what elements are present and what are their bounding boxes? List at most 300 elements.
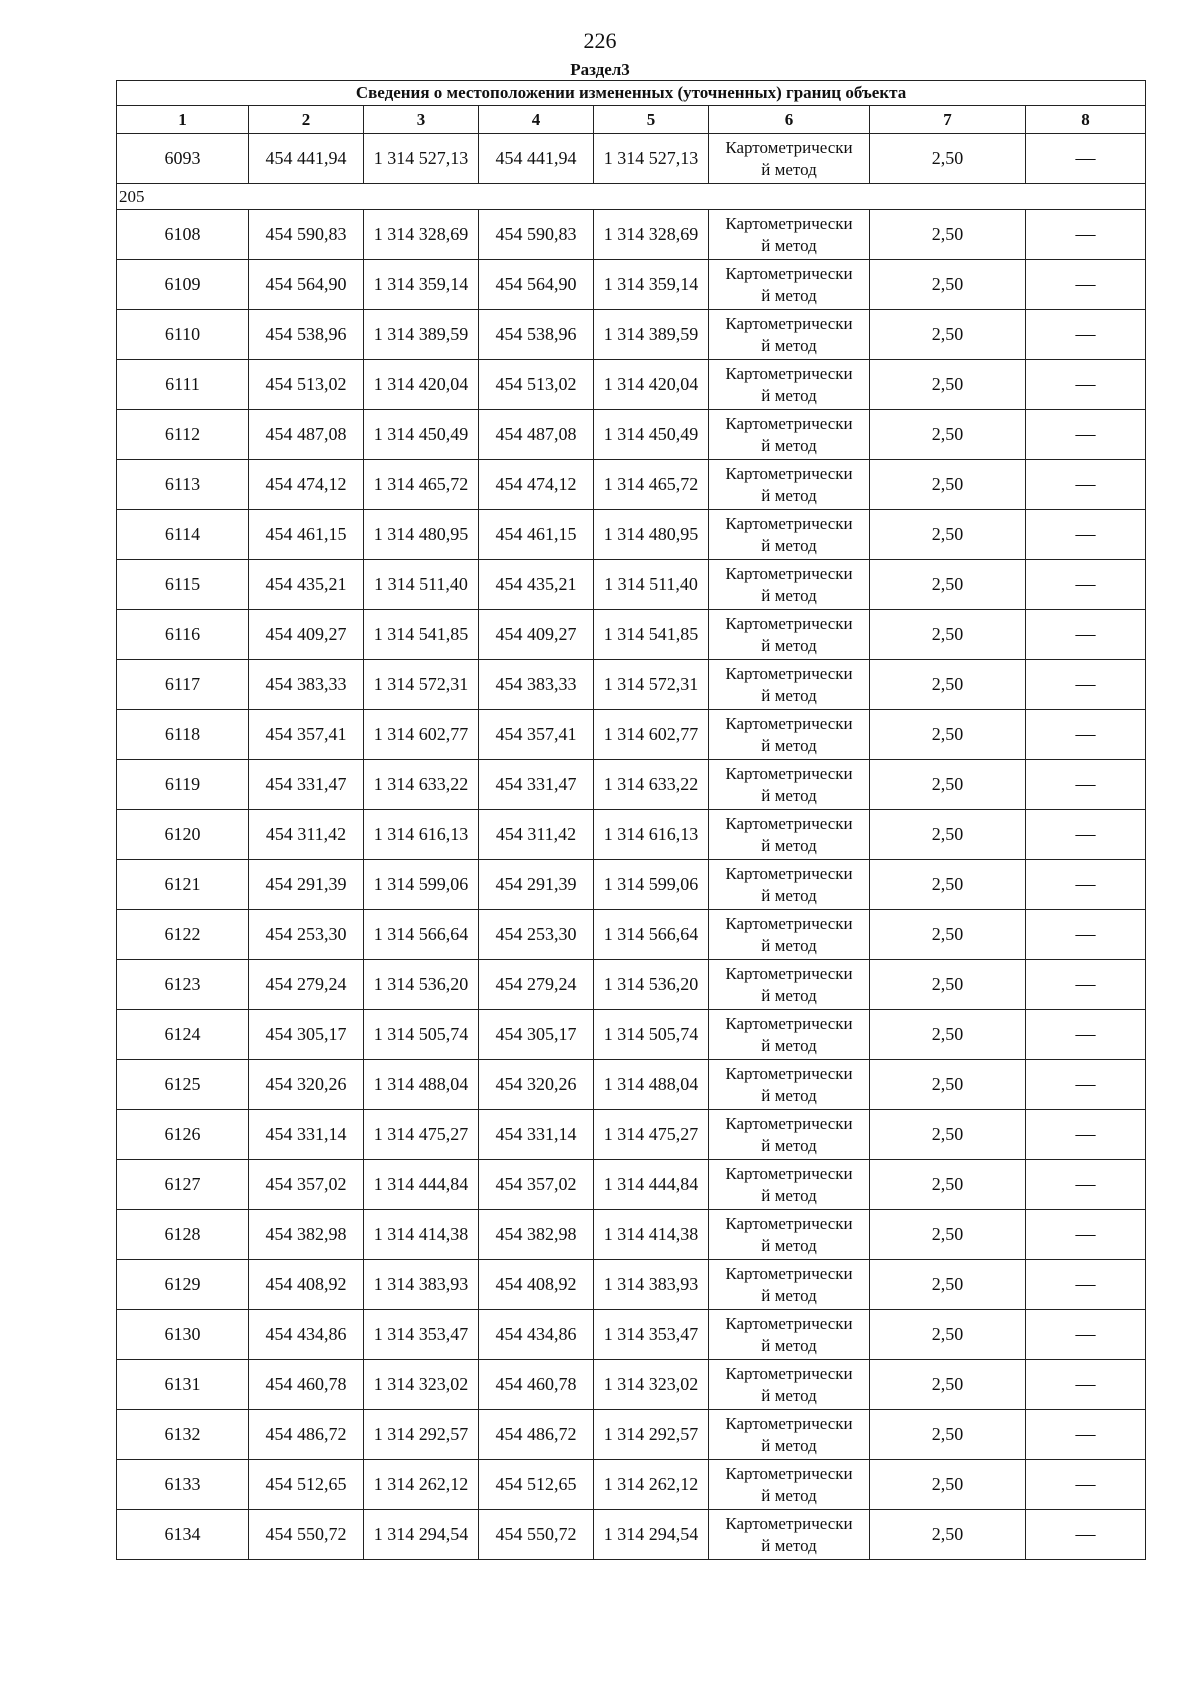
x-new-cell: 454 550,72 bbox=[479, 1510, 594, 1560]
column-number: 3 bbox=[364, 106, 479, 134]
method-line-2: й метод bbox=[761, 485, 817, 505]
method-line-1: Картометрически bbox=[725, 963, 853, 983]
method-line-1: Картометрически bbox=[725, 213, 853, 233]
x-new-cell: 454 538,96 bbox=[479, 310, 594, 360]
method-line-2: й метод bbox=[761, 435, 817, 455]
method-line-2: й метод bbox=[761, 585, 817, 605]
column-number: 1 bbox=[117, 106, 249, 134]
column-number: 6 bbox=[709, 106, 870, 134]
x-new-cell: 454 441,94 bbox=[479, 134, 594, 184]
table-row bbox=[117, 310, 1146, 360]
method-cell bbox=[709, 860, 870, 910]
precision-cell: 2,50 bbox=[870, 1460, 1026, 1510]
precision-cell: 2,50 bbox=[870, 1010, 1026, 1060]
precision-cell: 2,50 bbox=[870, 760, 1026, 810]
precision-cell: 2,50 bbox=[870, 810, 1026, 860]
method-line-1: Картометрически bbox=[725, 137, 853, 157]
table-row bbox=[117, 210, 1146, 260]
x-old-cell: 454 441,94 bbox=[249, 134, 364, 184]
x-old-cell: 454 279,24 bbox=[249, 960, 364, 1010]
x-new-cell: 454 320,26 bbox=[479, 1060, 594, 1110]
method-line-1: Картометрически bbox=[725, 1313, 853, 1333]
precision-cell: 2,50 bbox=[870, 460, 1026, 510]
method-line-2: й метод bbox=[761, 385, 817, 405]
method-cell bbox=[709, 134, 870, 184]
method-cell bbox=[709, 510, 870, 560]
y-old-cell: 1 314 323,02 bbox=[364, 1360, 479, 1410]
method-line-1: Картометрически bbox=[725, 513, 853, 533]
x-old-cell: 454 357,02 bbox=[249, 1160, 364, 1210]
x-new-cell: 454 331,14 bbox=[479, 1110, 594, 1160]
x-new-cell: 454 382,98 bbox=[479, 1210, 594, 1260]
method-line-2: й метод bbox=[761, 935, 817, 955]
precision-cell: 2,50 bbox=[870, 1060, 1026, 1110]
y-old-cell: 1 314 294,54 bbox=[364, 1510, 479, 1560]
table-row bbox=[117, 760, 1146, 810]
point-number-cell: 6121 bbox=[117, 860, 249, 910]
method-line-1: Картометрически bbox=[725, 1463, 853, 1483]
precision-cell: 2,50 bbox=[870, 134, 1026, 184]
point-number-cell: 6134 bbox=[117, 1510, 249, 1560]
point-number-cell: 6133 bbox=[117, 1460, 249, 1510]
y-new-cell: 1 314 633,22 bbox=[594, 760, 709, 810]
x-old-cell: 454 486,72 bbox=[249, 1410, 364, 1460]
method-line-2: й метод bbox=[761, 1435, 817, 1455]
method-line-2: й метод bbox=[761, 985, 817, 1005]
y-old-cell: 1 314 505,74 bbox=[364, 1010, 479, 1060]
y-old-cell: 1 314 420,04 bbox=[364, 360, 479, 410]
column-number: 5 bbox=[594, 106, 709, 134]
y-new-cell: 1 314 566,64 bbox=[594, 910, 709, 960]
description-cell: — bbox=[1026, 1310, 1146, 1360]
precision-cell: 2,50 bbox=[870, 1110, 1026, 1160]
x-old-cell: 454 383,33 bbox=[249, 660, 364, 710]
x-new-cell: 454 474,12 bbox=[479, 460, 594, 510]
description-cell: — bbox=[1026, 910, 1146, 960]
method-cell bbox=[709, 460, 870, 510]
table-body bbox=[117, 134, 1146, 1560]
x-new-cell: 454 564,90 bbox=[479, 260, 594, 310]
y-new-cell: 1 314 488,04 bbox=[594, 1060, 709, 1110]
x-new-cell: 454 357,02 bbox=[479, 1160, 594, 1210]
x-new-cell: 454 513,02 bbox=[479, 360, 594, 410]
y-new-cell: 1 314 323,02 bbox=[594, 1360, 709, 1410]
description-cell: — bbox=[1026, 1160, 1146, 1210]
method-line-1: Картометрически bbox=[725, 613, 853, 633]
x-new-cell: 454 357,41 bbox=[479, 710, 594, 760]
x-old-cell: 454 253,30 bbox=[249, 910, 364, 960]
x-old-cell: 454 408,92 bbox=[249, 1260, 364, 1310]
description-cell: — bbox=[1026, 210, 1146, 260]
point-number-cell: 6108 bbox=[117, 210, 249, 260]
table-row bbox=[117, 1010, 1146, 1060]
x-old-cell: 454 305,17 bbox=[249, 1010, 364, 1060]
precision-cell: 2,50 bbox=[870, 1360, 1026, 1410]
y-old-cell: 1 314 292,57 bbox=[364, 1410, 479, 1460]
coordinates-table bbox=[116, 80, 1146, 1560]
method-cell bbox=[709, 810, 870, 860]
point-number-cell: 6119 bbox=[117, 760, 249, 810]
point-number-cell: 6126 bbox=[117, 1110, 249, 1160]
y-new-cell: 1 314 475,27 bbox=[594, 1110, 709, 1160]
point-number-cell: 6132 bbox=[117, 1410, 249, 1460]
column-number-row bbox=[117, 106, 1146, 134]
column-number: 4 bbox=[479, 106, 594, 134]
method-line-2: й метод bbox=[761, 785, 817, 805]
method-line-2: й метод bbox=[761, 1485, 817, 1505]
table-row bbox=[117, 1510, 1146, 1560]
method-line-1: Картометрически bbox=[725, 1513, 853, 1533]
method-cell bbox=[709, 1160, 870, 1210]
method-cell bbox=[709, 1410, 870, 1460]
y-new-cell: 1 314 599,06 bbox=[594, 860, 709, 910]
method-cell bbox=[709, 1010, 870, 1060]
precision-cell: 2,50 bbox=[870, 1310, 1026, 1360]
description-cell: — bbox=[1026, 260, 1146, 310]
point-number-cell: 6118 bbox=[117, 710, 249, 760]
y-old-cell: 1 314 527,13 bbox=[364, 134, 479, 184]
x-old-cell: 454 461,15 bbox=[249, 510, 364, 560]
x-old-cell: 454 357,41 bbox=[249, 710, 364, 760]
method-line-1: Картометрически bbox=[725, 763, 853, 783]
column-number: 8 bbox=[1026, 106, 1146, 134]
x-old-cell: 454 487,08 bbox=[249, 410, 364, 460]
point-number-cell: 6131 bbox=[117, 1360, 249, 1410]
y-new-cell: 1 314 292,57 bbox=[594, 1410, 709, 1460]
method-line-1: Картометрически bbox=[725, 1163, 853, 1183]
x-old-cell: 454 513,02 bbox=[249, 360, 364, 410]
method-line-1: Картометрически bbox=[725, 1013, 853, 1033]
description-cell: — bbox=[1026, 860, 1146, 910]
y-old-cell: 1 314 566,64 bbox=[364, 910, 479, 960]
x-new-cell: 454 311,42 bbox=[479, 810, 594, 860]
method-cell bbox=[709, 910, 870, 960]
method-line-1: Картометрически bbox=[725, 313, 853, 333]
method-line-1: Картометрически bbox=[725, 813, 853, 833]
point-number-cell: 6114 bbox=[117, 510, 249, 560]
method-cell bbox=[709, 710, 870, 760]
y-new-cell: 1 314 414,38 bbox=[594, 1210, 709, 1260]
x-old-cell: 454 550,72 bbox=[249, 1510, 364, 1560]
x-old-cell: 454 590,83 bbox=[249, 210, 364, 260]
y-old-cell: 1 314 450,49 bbox=[364, 410, 479, 460]
method-cell bbox=[709, 360, 870, 410]
table-row bbox=[117, 134, 1146, 184]
description-cell: — bbox=[1026, 1060, 1146, 1110]
x-new-cell: 454 512,65 bbox=[479, 1460, 594, 1510]
description-cell: — bbox=[1026, 1110, 1146, 1160]
x-old-cell: 454 331,14 bbox=[249, 1110, 364, 1160]
table-row bbox=[117, 1260, 1146, 1310]
x-old-cell: 454 311,42 bbox=[249, 810, 364, 860]
y-old-cell: 1 314 465,72 bbox=[364, 460, 479, 510]
description-cell: — bbox=[1026, 610, 1146, 660]
y-new-cell: 1 314 527,13 bbox=[594, 134, 709, 184]
table-row bbox=[117, 610, 1146, 660]
table-row bbox=[117, 1460, 1146, 1510]
point-number-cell: 6117 bbox=[117, 660, 249, 710]
description-cell: — bbox=[1026, 410, 1146, 460]
precision-cell: 2,50 bbox=[870, 510, 1026, 560]
description-cell: — bbox=[1026, 460, 1146, 510]
point-number-cell: 6127 bbox=[117, 1160, 249, 1210]
description-cell: — bbox=[1026, 710, 1146, 760]
method-line-1: Картометрически bbox=[725, 563, 853, 583]
method-line-1: Картометрически bbox=[725, 1113, 853, 1133]
method-line-1: Картометрически bbox=[725, 1263, 853, 1283]
column-number: 7 bbox=[870, 106, 1026, 134]
table-row bbox=[117, 1210, 1146, 1260]
method-line-2: й метод bbox=[761, 685, 817, 705]
x-new-cell: 454 461,15 bbox=[479, 510, 594, 560]
x-new-cell: 454 487,08 bbox=[479, 410, 594, 460]
method-line-1: Картометрически bbox=[725, 413, 853, 433]
method-line-2: й метод bbox=[761, 535, 817, 555]
method-line-1: Картометрически bbox=[725, 1363, 853, 1383]
table-row bbox=[117, 810, 1146, 860]
x-new-cell: 454 383,33 bbox=[479, 660, 594, 710]
x-new-cell: 454 460,78 bbox=[479, 1360, 594, 1410]
method-line-2: й метод bbox=[761, 1535, 817, 1555]
point-number-cell: 6123 bbox=[117, 960, 249, 1010]
method-cell bbox=[709, 760, 870, 810]
precision-cell: 2,50 bbox=[870, 1510, 1026, 1560]
precision-cell: 2,50 bbox=[870, 660, 1026, 710]
precision-cell: 2,50 bbox=[870, 360, 1026, 410]
description-cell: — bbox=[1026, 1460, 1146, 1510]
y-new-cell: 1 314 616,13 bbox=[594, 810, 709, 860]
method-cell bbox=[709, 1060, 870, 1110]
table-row bbox=[117, 1060, 1146, 1110]
description-cell: — bbox=[1026, 510, 1146, 560]
method-cell bbox=[709, 660, 870, 710]
table-row bbox=[117, 960, 1146, 1010]
precision-cell: 2,50 bbox=[870, 610, 1026, 660]
x-new-cell: 454 279,24 bbox=[479, 960, 594, 1010]
x-new-cell: 454 434,86 bbox=[479, 1310, 594, 1360]
y-new-cell: 1 314 389,59 bbox=[594, 310, 709, 360]
x-old-cell: 454 538,96 bbox=[249, 310, 364, 360]
y-old-cell: 1 314 480,95 bbox=[364, 510, 479, 560]
method-cell bbox=[709, 1260, 870, 1310]
y-new-cell: 1 314 480,95 bbox=[594, 510, 709, 560]
point-number-cell: 6113 bbox=[117, 460, 249, 510]
point-number-cell: 6125 bbox=[117, 1060, 249, 1110]
method-line-1: Картометрически bbox=[725, 363, 853, 383]
method-line-2: й метод bbox=[761, 1135, 817, 1155]
point-number-cell: 6110 bbox=[117, 310, 249, 360]
x-new-cell: 454 253,30 bbox=[479, 910, 594, 960]
description-cell: — bbox=[1026, 1410, 1146, 1460]
precision-cell: 2,50 bbox=[870, 310, 1026, 360]
x-old-cell: 454 460,78 bbox=[249, 1360, 364, 1410]
table-row bbox=[117, 860, 1146, 910]
method-cell bbox=[709, 610, 870, 660]
y-old-cell: 1 314 262,12 bbox=[364, 1460, 479, 1510]
method-line-2: й метод bbox=[761, 1335, 817, 1355]
y-old-cell: 1 314 359,14 bbox=[364, 260, 479, 310]
x-new-cell: 454 291,39 bbox=[479, 860, 594, 910]
precision-cell: 2,50 bbox=[870, 960, 1026, 1010]
precision-cell: 2,50 bbox=[870, 1210, 1026, 1260]
table-row bbox=[117, 360, 1146, 410]
table-row bbox=[117, 560, 1146, 610]
y-new-cell: 1 314 353,47 bbox=[594, 1310, 709, 1360]
y-new-cell: 1 314 541,85 bbox=[594, 610, 709, 660]
table-row bbox=[117, 1360, 1146, 1410]
y-new-cell: 1 314 444,84 bbox=[594, 1160, 709, 1210]
precision-cell: 2,50 bbox=[870, 410, 1026, 460]
precision-cell: 2,50 bbox=[870, 560, 1026, 610]
x-old-cell: 454 434,86 bbox=[249, 1310, 364, 1360]
description-cell: — bbox=[1026, 1010, 1146, 1060]
table-row bbox=[117, 510, 1146, 560]
precision-cell: 2,50 bbox=[870, 260, 1026, 310]
method-cell bbox=[709, 1310, 870, 1360]
y-old-cell: 1 314 633,22 bbox=[364, 760, 479, 810]
y-new-cell: 1 314 602,77 bbox=[594, 710, 709, 760]
method-cell bbox=[709, 260, 870, 310]
precision-cell: 2,50 bbox=[870, 210, 1026, 260]
point-number-cell: 6124 bbox=[117, 1010, 249, 1060]
y-new-cell: 1 314 465,72 bbox=[594, 460, 709, 510]
method-cell bbox=[709, 1460, 870, 1510]
method-line-1: Картометрически bbox=[725, 1213, 853, 1233]
description-cell: — bbox=[1026, 960, 1146, 1010]
method-cell bbox=[709, 1210, 870, 1260]
y-old-cell: 1 314 353,47 bbox=[364, 1310, 479, 1360]
table-row bbox=[117, 1160, 1146, 1210]
method-line-2: й метод bbox=[761, 1185, 817, 1205]
method-line-2: й метод bbox=[761, 1035, 817, 1055]
y-old-cell: 1 314 536,20 bbox=[364, 960, 479, 1010]
table-row bbox=[117, 710, 1146, 760]
y-old-cell: 1 314 541,85 bbox=[364, 610, 479, 660]
point-number-cell: 6130 bbox=[117, 1310, 249, 1360]
precision-cell: 2,50 bbox=[870, 910, 1026, 960]
method-line-1: Картометрически bbox=[725, 463, 853, 483]
point-number-cell: 6115 bbox=[117, 560, 249, 610]
x-new-cell: 454 590,83 bbox=[479, 210, 594, 260]
x-old-cell: 454 291,39 bbox=[249, 860, 364, 910]
y-old-cell: 1 314 389,59 bbox=[364, 310, 479, 360]
x-new-cell: 454 331,47 bbox=[479, 760, 594, 810]
x-new-cell: 454 435,21 bbox=[479, 560, 594, 610]
table-caption: Сведения о местоположении измененных (уточненных) границ объекта bbox=[117, 81, 1146, 106]
description-cell: — bbox=[1026, 660, 1146, 710]
y-new-cell: 1 314 450,49 bbox=[594, 410, 709, 460]
method-line-2: й метод bbox=[761, 635, 817, 655]
method-cell bbox=[709, 1510, 870, 1560]
method-cell bbox=[709, 1360, 870, 1410]
method-line-2: й метод bbox=[761, 285, 817, 305]
point-number-cell: 6111 bbox=[117, 360, 249, 410]
point-number-cell: 6120 bbox=[117, 810, 249, 860]
y-old-cell: 1 314 488,04 bbox=[364, 1060, 479, 1110]
y-old-cell: 1 314 475,27 bbox=[364, 1110, 479, 1160]
x-old-cell: 454 435,21 bbox=[249, 560, 364, 610]
x-old-cell: 454 320,26 bbox=[249, 1060, 364, 1110]
method-line-1: Картометрически bbox=[725, 863, 853, 883]
method-line-1: Картометрически bbox=[725, 263, 853, 283]
table-row bbox=[117, 1410, 1146, 1460]
table-row bbox=[117, 1310, 1146, 1360]
table-row bbox=[117, 1110, 1146, 1160]
description-cell: — bbox=[1026, 1360, 1146, 1410]
precision-cell: 2,50 bbox=[870, 1160, 1026, 1210]
method-line-2: й метод bbox=[761, 159, 817, 179]
y-old-cell: 1 314 414,38 bbox=[364, 1210, 479, 1260]
precision-cell: 2,50 bbox=[870, 860, 1026, 910]
description-cell: — bbox=[1026, 1510, 1146, 1560]
y-old-cell: 1 314 444,84 bbox=[364, 1160, 479, 1210]
x-new-cell: 454 409,27 bbox=[479, 610, 594, 660]
description-cell: — bbox=[1026, 310, 1146, 360]
method-line-1: Картометрически bbox=[725, 1063, 853, 1083]
method-line-2: й метод bbox=[761, 1285, 817, 1305]
y-new-cell: 1 314 572,31 bbox=[594, 660, 709, 710]
method-line-2: й метод bbox=[761, 1385, 817, 1405]
method-line-2: й метод bbox=[761, 335, 817, 355]
method-line-1: Картометрически bbox=[725, 913, 853, 933]
table-row bbox=[117, 660, 1146, 710]
point-number-cell: 6116 bbox=[117, 610, 249, 660]
method-cell bbox=[709, 410, 870, 460]
y-new-cell: 1 314 420,04 bbox=[594, 360, 709, 410]
description-cell: — bbox=[1026, 360, 1146, 410]
x-old-cell: 454 474,12 bbox=[249, 460, 364, 510]
page-number: 226 bbox=[583, 28, 617, 53]
table-row bbox=[117, 460, 1146, 510]
point-number-cell: 6128 bbox=[117, 1210, 249, 1260]
table-row bbox=[117, 260, 1146, 310]
method-line-1: Картометрически bbox=[725, 663, 853, 683]
point-number-cell: 6093 bbox=[117, 134, 249, 184]
method-line-1: Картометрически bbox=[725, 713, 853, 733]
point-number-cell: 6129 bbox=[117, 1260, 249, 1310]
x-new-cell: 454 486,72 bbox=[479, 1410, 594, 1460]
x-old-cell: 454 512,65 bbox=[249, 1460, 364, 1510]
method-cell bbox=[709, 210, 870, 260]
description-cell: — bbox=[1026, 810, 1146, 860]
y-new-cell: 1 314 328,69 bbox=[594, 210, 709, 260]
description-cell: — bbox=[1026, 760, 1146, 810]
section-title: Раздел3 bbox=[570, 60, 630, 79]
table-row bbox=[117, 910, 1146, 960]
x-new-cell: 454 408,92 bbox=[479, 1260, 594, 1310]
description-cell: — bbox=[1026, 134, 1146, 184]
point-number-cell: 6109 bbox=[117, 260, 249, 310]
x-old-cell: 454 409,27 bbox=[249, 610, 364, 660]
method-line-2: й метод bbox=[761, 1235, 817, 1255]
precision-cell: 2,50 bbox=[870, 710, 1026, 760]
description-cell: — bbox=[1026, 1260, 1146, 1310]
method-cell bbox=[709, 560, 870, 610]
group-label: 205 bbox=[117, 184, 1146, 210]
column-number: 2 bbox=[249, 106, 364, 134]
y-new-cell: 1 314 505,74 bbox=[594, 1010, 709, 1060]
group-row bbox=[117, 184, 1146, 210]
table-row bbox=[117, 410, 1146, 460]
y-new-cell: 1 314 511,40 bbox=[594, 560, 709, 610]
description-cell: — bbox=[1026, 1210, 1146, 1260]
description-cell: — bbox=[1026, 560, 1146, 610]
y-new-cell: 1 314 536,20 bbox=[594, 960, 709, 1010]
x-old-cell: 454 382,98 bbox=[249, 1210, 364, 1260]
y-old-cell: 1 314 383,93 bbox=[364, 1260, 479, 1310]
y-new-cell: 1 314 294,54 bbox=[594, 1510, 709, 1560]
y-new-cell: 1 314 262,12 bbox=[594, 1460, 709, 1510]
